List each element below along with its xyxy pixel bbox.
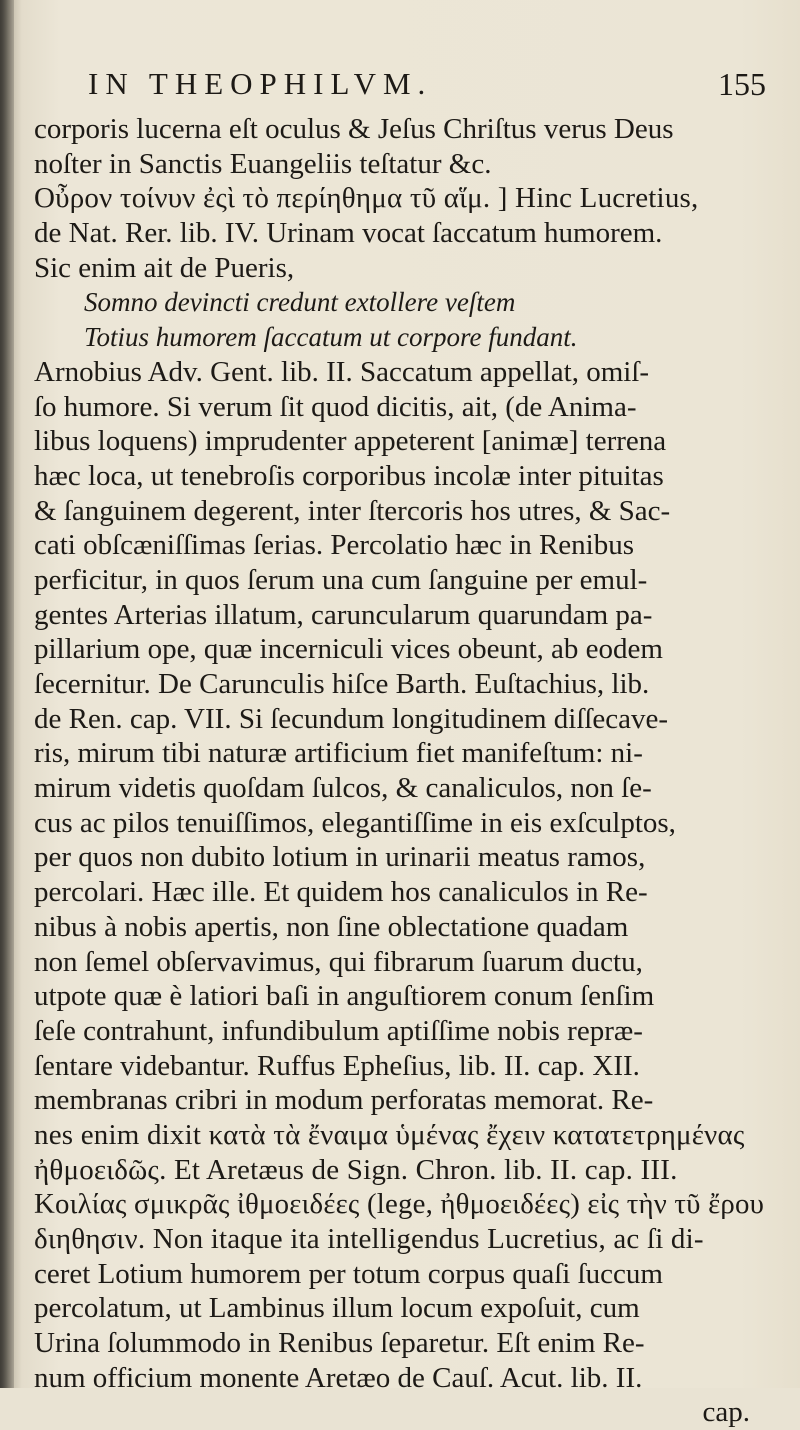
- text-line: ſo humore. Si verum ſit quod dicitis, ait, (de Anima-: [34, 390, 637, 423]
- text-line: cus ac pilos tenuiſſimos, elegantiſſime in eis exſculptos,: [34, 806, 676, 839]
- text-line: nibus à nobis apertis, non ſine oblectatione quadam: [34, 910, 629, 943]
- catchword: cap.: [702, 1396, 750, 1429]
- text-line: perficitur, in quos ſerum una cum ſanguine per emul-: [34, 563, 648, 596]
- page-number: 155: [718, 66, 766, 102]
- text-line: hæc loca, ut tenebroſis corporibus incolæ inter pituitas: [34, 459, 664, 492]
- text-line: utpote quæ è latiori baſi in anguſtiorem conum ſenſim: [34, 980, 655, 1013]
- text-line: ſentare videbantur. Ruffus Epheſius, lib. II. cap. XII.: [34, 1049, 640, 1082]
- text-line: pillarium ope, quæ incerniculi vices obeunt, ab eodem: [34, 633, 663, 666]
- text-line: ſecernitur. De Carunculis hiſce Barth. Euſtachius, lib.: [34, 668, 650, 700]
- text-line: percolatum, ut Lambinus illum locum expoſuit, cum: [34, 1292, 640, 1325]
- text-line: ἠθμοειδῶς. Et Aretæus de Sign. Chron. lib. II. cap. III.: [34, 1153, 678, 1186]
- verse-line: Totius humorem ſaccatum ut corpore fundant.: [84, 322, 578, 353]
- text-line: διηθησιν. Non itaque ita intelligendus Lucretius, ac ſi di-: [34, 1223, 704, 1255]
- text-line: gentes Arterias illatum, caruncularum quarundam pa-: [34, 598, 653, 631]
- text-line: libus loquens) imprudenter appeterent [animæ] terrena: [34, 425, 667, 458]
- text-line: noſter in Sanctis Euangeliis teſtatur &c.: [34, 147, 492, 180]
- text-line: mirum videtis quoſdam ſulcos, & canaliculos, non ſe-: [34, 772, 652, 805]
- text-line: ceret Lotium humorem per totum corpus quaſi ſuccum: [34, 1257, 663, 1290]
- text-line: de Ren. cap. VII. Si ſecundum longitudinem diſſecave-: [34, 702, 669, 735]
- text-line: percolari. Hæc ille. Et quidem hos canaliculos in Re-: [34, 876, 648, 909]
- text-line: cati obſcæniſſimas ſerias. Percolatio hæc in Renibus: [34, 529, 635, 562]
- text-line: de Nat. Rer. lib. IV. Urinam vocat ſaccatum humorem.: [34, 217, 663, 250]
- text-line: & ſanguinem degerent, inter ſtercoris hos utres, & Sac-: [34, 494, 671, 527]
- text-line: per quos non dubito lotium in urinarii meatus ramos,: [34, 841, 646, 874]
- text-line: membranas cribri in modum perforatas memorat. Re-: [34, 1084, 654, 1117]
- text-line: Οὖρον τοίνυν ἐςὶ τὸ περίηθημα τῦ αἵμ. ] Hinc Lucretius,: [34, 182, 699, 215]
- running-head: IN THEOPHILVM.: [88, 66, 433, 101]
- text-line: num officium monente Aretæo de Cauſ. Acut. lib. II.: [34, 1361, 643, 1394]
- text-line: Κοιλίας σμικρᾶς ἰθμοειδέες (lege, ἠθμοειδέες) εἰς τὴν τῦ ἔρου: [34, 1188, 765, 1221]
- binding-gutter: [0, 0, 14, 1388]
- text-line: Arnobius Adv. Gent. lib. II. Saccatum appellat, omiſ-: [34, 355, 650, 388]
- page-header: [80, 60, 770, 110]
- verse-line: Somno devincti credunt extollere veſtem: [84, 287, 516, 318]
- text-line: Sic enim ait de Pueris,: [34, 251, 295, 284]
- text-line: ſeſe contrahunt, infundibulum aptiſſime nobis repræ-: [34, 1014, 643, 1047]
- text-line: nes enim dixit κατὰ τὰ ἔναιμα ὑμένας ἔχειν κατατετρημένας: [34, 1118, 745, 1151]
- text-line: ris, mirum tibi naturæ artificium fiet manifeſtum: ni-: [34, 737, 643, 770]
- body-text: [34, 112, 764, 1430]
- text-line: Urina ſolummodo in Renibus ſeparetur. Eſt enim Re-: [34, 1327, 645, 1360]
- text-line: corporis lucerna eſt oculus & Jeſus Chriſtus verus Deus: [34, 113, 674, 145]
- text-line: non ſemel obſervavimus, qui fibrarum ſuarum ductu,: [34, 945, 643, 978]
